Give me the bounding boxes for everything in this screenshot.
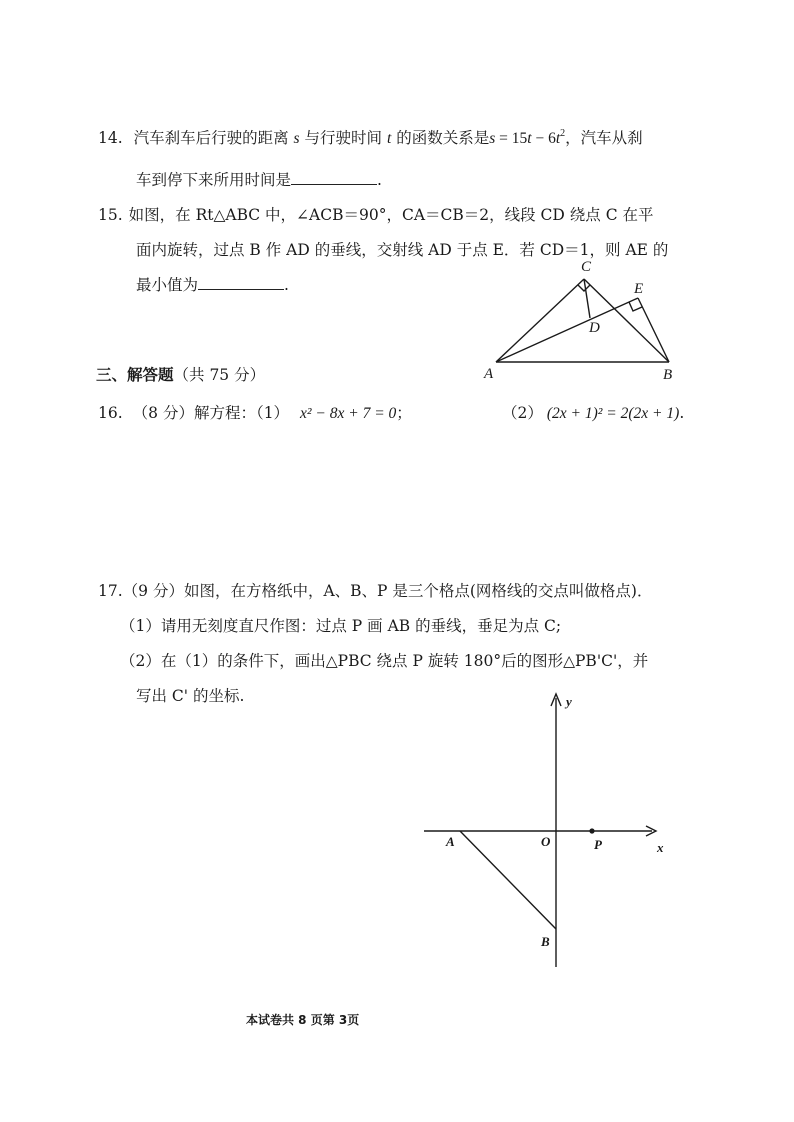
q14-formula: $s = 15t - 6t^2$ — [489, 128, 566, 147]
q15-label-A: A — [484, 366, 494, 382]
q17-label-A: A — [446, 834, 455, 849]
q16-part2: （2） (2x + 1)² = 2(2x + 1). — [502, 404, 685, 422]
q17-label-B: B — [541, 934, 550, 949]
q17-line3: （2）在（1）的条件下，画出△PBC 绕点 P 旋转 180°后的图形△PB'C'，并 — [120, 652, 649, 670]
q17-label-P: P — [594, 837, 602, 852]
q15-line3: 最小值为 . — [136, 276, 289, 294]
page-footer: 本试卷共 8 页第 3页 — [246, 1013, 360, 1027]
q17-label-x: x — [657, 840, 664, 855]
q17-line2: （1）请用无刻度直尺作图：过点 P 画 AB 的垂线，垂足为点 C; — [120, 617, 562, 635]
q15-line2: 面内旋转，过点 B 作 AD 的垂线，交射线 AD 于点 E．若 CD＝1，则 AE 的 — [136, 241, 669, 259]
q17-point-P — [589, 828, 594, 833]
q14-line1: 14. 汽车刹车后行驶的距离 s 与行驶时间 t 的函数关系是$s = 15t - 6t^2$，汽车从刹 — [98, 128, 643, 147]
q15-label-B: B — [663, 367, 673, 383]
q17-line4: 写出 C' 的坐标. — [136, 687, 245, 705]
q17-line1: 17.（9 分）如图，在方格纸中，A、B、P 是三个格点(网格线的交点叫做格点)． — [98, 582, 653, 600]
q15-line1: 15. 如图，在 Rt△ABC 中，∠ACB＝90°，CA＝CB＝2，线段 CD 绕点 C 在平 — [98, 206, 654, 224]
q14-line2: 车到停下来所用时间是 . — [136, 171, 382, 189]
q17-label-O: O — [541, 834, 551, 849]
q17-label-y: y — [566, 694, 572, 709]
q16-equation-1: x² − 8x + 7 = 0 — [300, 405, 397, 422]
q15-label-D: D — [589, 320, 600, 336]
q14-number: 14. — [98, 129, 123, 147]
q15-label-E: E — [634, 281, 644, 297]
q16-line: 16. （8 分）解方程：（1） x² − 8x + 7 = 0； — [98, 404, 412, 422]
section3-heading: 三、解答题（共 75 分） — [96, 365, 266, 384]
q15-label-C: C — [581, 259, 592, 275]
q16-equation-2: (2x + 1)² = 2(2x + 1) — [546, 405, 680, 422]
